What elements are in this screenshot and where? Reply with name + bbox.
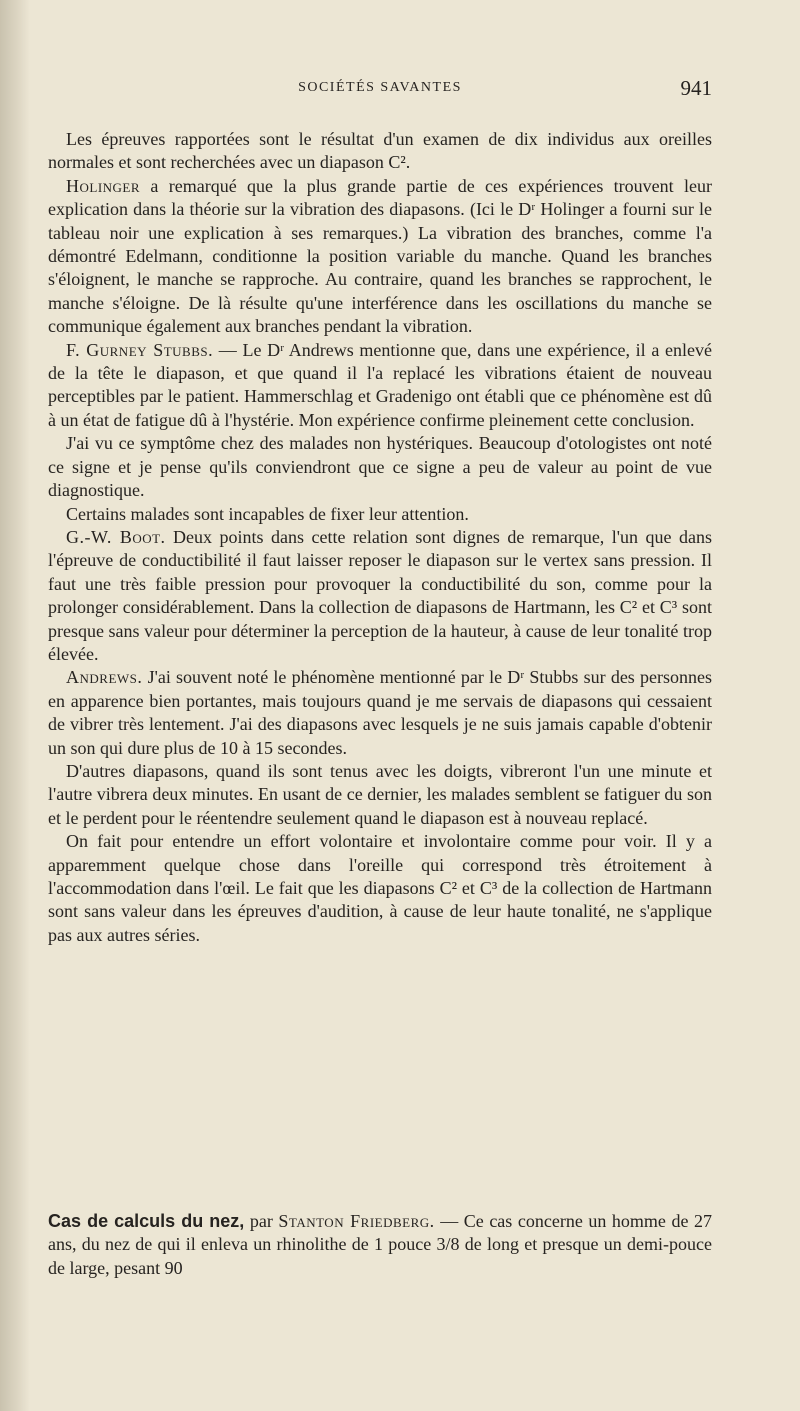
article-paragraph: [48, 1210, 712, 1280]
paragraph-7: [48, 666, 712, 760]
paragraph-2: [48, 175, 712, 339]
paragraph-text: Deux points dans cette relation sont dignes de remarque, l'un que dans l'épreuve de conductibilité il faut laisser reposer le diapason sur le vertex sans pression. Il faut une très faible pression pour provoquer la conductibilité du son, comme pour la prolonger considérablement. Dans la collection de diapasons de Hartmann, les C² et C³ sont presque sans valeur pour déterminer la perception de la hauteur, à cause de leur tonalité trop élevée.: [48, 526, 712, 664]
paragraph-text: Les épreuves rapportées sont le résultat d'un examen de dix individus aux oreilles normales et sont recherchées avec un diapason C².: [48, 129, 712, 173]
article-title: Cas de calculs du nez,: [48, 1211, 245, 1231]
paragraph-6: [48, 526, 712, 666]
page-number: 941: [680, 76, 712, 100]
body-text: [48, 128, 712, 947]
paragraph-4: [48, 432, 712, 502]
paragraph-text: a remarqué que la plus grande partie de ces expériences trouvent leur explication dans la théorie sur la vibration des diapasons. (Ici le Dʳ Holinger a fourni sur le tableau noir une explication à ses remarques.) La vibration des branches, comme l'a démontré Edelmann, conditionne la position variable du manche. Quand les branches s'éloignent, le manche se rapproche. Au contraire, quand les branches se rapprochent, le manche s'éloigne. De là résulte qu'une interférence dans les oscillations du manche se communique également aux branches pendant la vibration.: [48, 175, 712, 337]
paragraph-text: J'ai souvent noté le phénomène mentionné par le Dʳ Stubbs sur des personnes en apparence bien portantes, mais toujours quand je me servais de diapasons qui cessaient de vibrer très lentement. J'ai des diapasons avec lesquels je ne suis jamais capable d'obtenir un son qui dure plus de 10 à 15 secondes.: [48, 667, 712, 758]
paragraph-3: [48, 339, 712, 433]
speaker-name: F. Gurney Stubbs.: [66, 339, 214, 360]
paragraph-text: Certains malades sont incapables de fixer leur attention.: [66, 503, 469, 524]
speaker-name: Andrews.: [66, 667, 143, 688]
speaker-name: G.-W. Boot.: [66, 526, 166, 547]
running-head: SOCIÉTÉS SAVANTES: [298, 80, 462, 95]
paragraph-5: [48, 503, 712, 526]
paragraph-text: — Le Dʳ Andrews mentionne que, dans une expérience, il a enlevé de la tête le diapason, et que quand il l'a replacé les vibrations étaient de nouveau perceptibles par le patient. Hammerschlag et Gradenigo ont établi que ce phénomène est dû à un état de fatigue dû à l'hystérie. Mon expérience confirme pleinement cette conclusion.: [48, 339, 712, 430]
paragraph-text: On fait pour entendre un effort volontaire et involontaire comme pour voir. Il y a apparemment quelque chose dans l'oreille qui correspond très étroitement à l'accommodation dans l'œil. Le fait que les diapasons C² et C³ de la collection de Hartmann sont sans valeur dans les épreuves d'audition, à cause de leur haute tonalité, ne s'applique pas aux autres séries.: [48, 831, 712, 945]
speaker-name: Holinger: [66, 175, 141, 196]
article-by: par: [244, 1211, 279, 1231]
paragraph-1: [48, 128, 712, 175]
paragraph-text: D'autres diapasons, quand ils sont tenus avec les doigts, vibreront l'un une minute et l'autre vibrera deux minutes. En usant de ce dernier, les malades semblent se fatiguer du son et le perdent pour le réentendre seulement quand le diapason est à nouveau replacé.: [48, 760, 712, 828]
article-text: — Ce cas concerne un homme de 27 ans, du nez de qui il enleva un rhinolithe de 1 pouce 3/8 de long et presque un demi-pouce de large, pesant 90: [48, 1211, 713, 1278]
article-section: [48, 1210, 712, 1280]
paragraph-9: [48, 830, 712, 947]
paragraph-text: J'ai vu ce symptôme chez des malades non hystériques. Beaucoup d'otologistes ont noté ce signe et je pense qu'ils conviendront que ce signe a peu de valeur au point de vue diagnostique.: [48, 433, 712, 501]
article-author: Stanton Friedberg.: [278, 1211, 435, 1231]
paragraph-8: [48, 760, 712, 830]
page-header: [48, 76, 712, 102]
